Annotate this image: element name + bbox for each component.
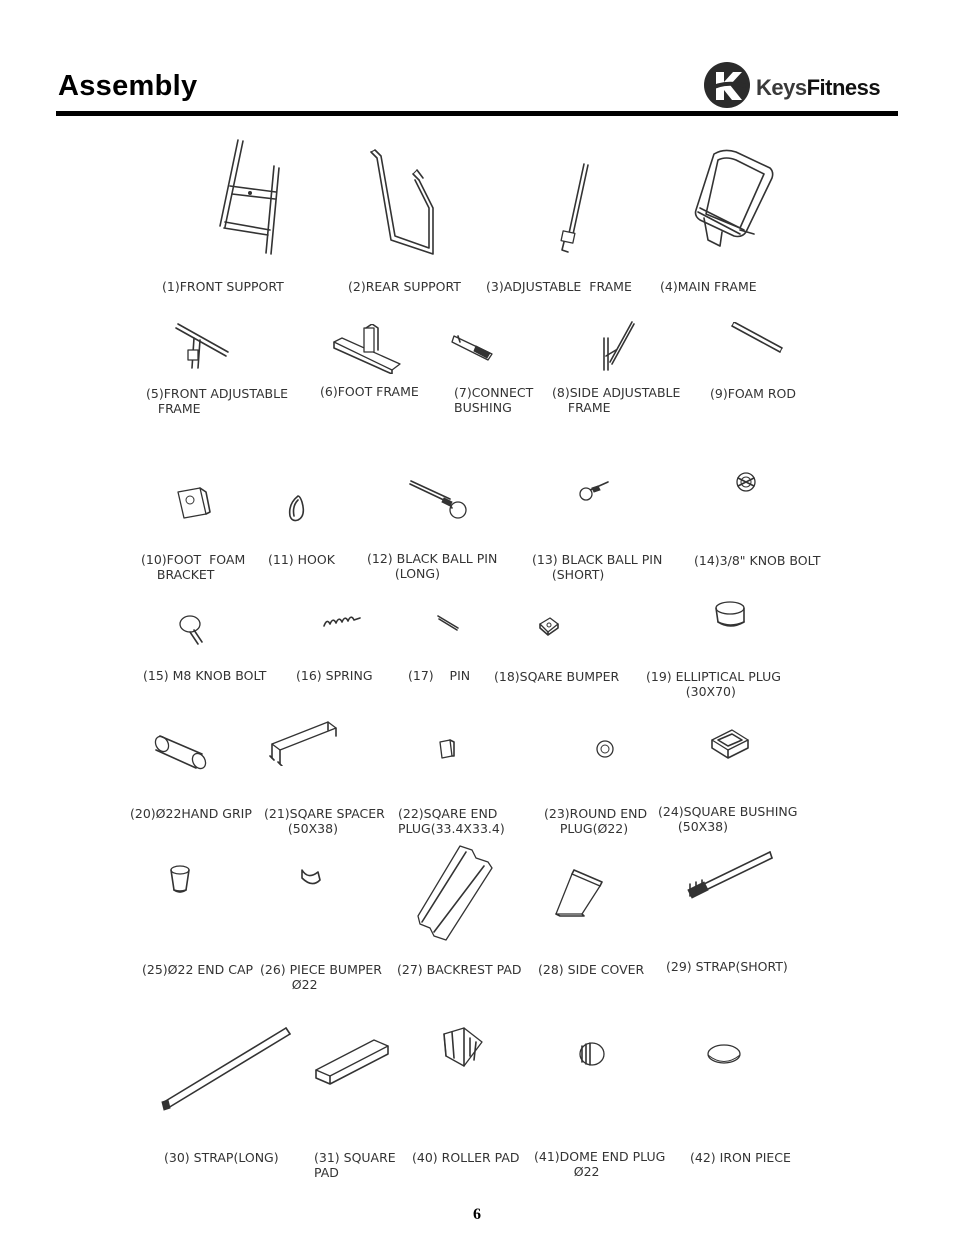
part-label-41: (41)DOME END PLUG Ø22 [534, 1149, 666, 1179]
square-end-plug-icon [438, 738, 456, 760]
brand-logo [702, 58, 902, 112]
black-ball-pin-short-icon [578, 478, 610, 502]
part-label-30: (30) STRAP(LONG) [164, 1150, 279, 1165]
part-label-4: (4)MAIN FRAME [660, 279, 757, 294]
part-label-26: (26) PIECE BUMPER Ø22 [260, 962, 382, 992]
part-label-23: (23)ROUND END PLUG(Ø22) [544, 806, 648, 836]
part-label-7: (7)CONNECT BUSHING [454, 385, 534, 415]
keys-fitness-logo-icon [702, 60, 752, 110]
part-label-6: (6)FOOT FRAME [320, 384, 419, 399]
part-label-10: (10)FOOT FOAM BRACKET [141, 552, 246, 582]
dome-end-plug-icon [576, 1040, 608, 1068]
foot-foam-bracket-icon [172, 486, 212, 522]
part-label-31: (31) SQUARE PAD [314, 1150, 396, 1180]
part-label-27: (27) BACKREST PAD [397, 962, 522, 977]
part-label-9: (9)FOAM ROD [710, 386, 796, 401]
roller-pad-icon [438, 1026, 486, 1070]
foam-rod-icon [730, 322, 784, 358]
hook-icon [286, 494, 308, 524]
side-cover-icon [552, 866, 604, 918]
part-label-29: (29) STRAP(SHORT) [666, 959, 788, 974]
part-label-8: (8)SIDE ADJUSTABLE FRAME [552, 385, 681, 415]
rear-support-icon [363, 148, 443, 258]
page-number: 6 [473, 1206, 481, 1223]
square-bumper-icon [538, 616, 560, 636]
part-label-3: (3)ADJUSTABLE FRAME [486, 279, 632, 294]
part-label-20: (20)Ø22HAND GRIP [130, 806, 252, 821]
part-label-24: (24)SQUARE BUSHING (50X38) [658, 804, 798, 834]
header-divider [56, 111, 898, 116]
knob-bolt-icon [734, 470, 758, 494]
strap-long-icon [160, 1026, 294, 1112]
part-label-18: (18)SQARE BUMPER [494, 669, 620, 684]
front-support-icon [210, 138, 282, 256]
hand-grip-icon [152, 734, 210, 770]
part-label-12: (12) BLACK BALL PIN (LONG) [367, 551, 498, 581]
part-label-17: (17) PIN [408, 668, 471, 683]
brand-suffix: Fitness [806, 75, 881, 100]
connect-bushing-icon [450, 330, 498, 362]
main-frame-icon [684, 148, 776, 252]
brand-name [756, 75, 880, 101]
square-spacer-icon [268, 720, 340, 766]
part-label-40: (40) ROLLER PAD [412, 1150, 520, 1165]
backrest-pad-icon [416, 844, 496, 944]
adjustable-frame-icon [552, 162, 592, 256]
m8-knob-bolt-icon [176, 612, 212, 646]
iron-piece-icon [704, 1042, 744, 1068]
black-ball-pin-long-icon [408, 480, 470, 522]
brand-prefix: Keys [756, 75, 807, 100]
part-label-1: (1)FRONT SUPPORT [162, 279, 284, 294]
page-title: Assembly [58, 70, 198, 102]
part-label-11: (11) HOOK [268, 552, 335, 567]
part-label-14: (14)3/8" KNOB BOLT [694, 553, 821, 568]
strap-short-icon [684, 848, 776, 902]
part-label-21: (21)SQARE SPACER (50X38) [264, 806, 385, 836]
spring-icon [322, 614, 362, 630]
square-bushing-icon [708, 728, 752, 760]
elliptical-plug-icon [712, 600, 750, 634]
part-label-42: (42) IRON PIECE [690, 1150, 791, 1165]
square-pad-icon [312, 1036, 392, 1088]
part-label-5: (5)FRONT ADJUSTABLE FRAME [146, 386, 288, 416]
part-label-16: (16) SPRING [296, 668, 373, 683]
part-label-19: (19) ELLIPTICAL PLUG (30X70) [646, 669, 781, 699]
part-label-2: (2)REAR SUPPORT [348, 279, 461, 294]
part-label-28: (28) SIDE COVER [538, 962, 645, 977]
part-label-15: (15) M8 KNOB BOLT [143, 668, 267, 683]
part-label-22: (22)SQARE END PLUG(33.4X33.4) [398, 806, 505, 836]
side-adjustable-frame-icon [596, 320, 636, 372]
pin-icon [436, 614, 460, 632]
round-end-plug-icon [594, 738, 616, 760]
part-label-25: (25)Ø22 END CAP [142, 962, 254, 977]
piece-bumper-icon [298, 866, 322, 888]
end-cap-icon [166, 864, 196, 896]
foot-frame-icon [332, 324, 404, 374]
front-adjustable-frame-icon [172, 320, 230, 370]
part-label-13: (13) BLACK BALL PIN (SHORT) [532, 552, 663, 582]
